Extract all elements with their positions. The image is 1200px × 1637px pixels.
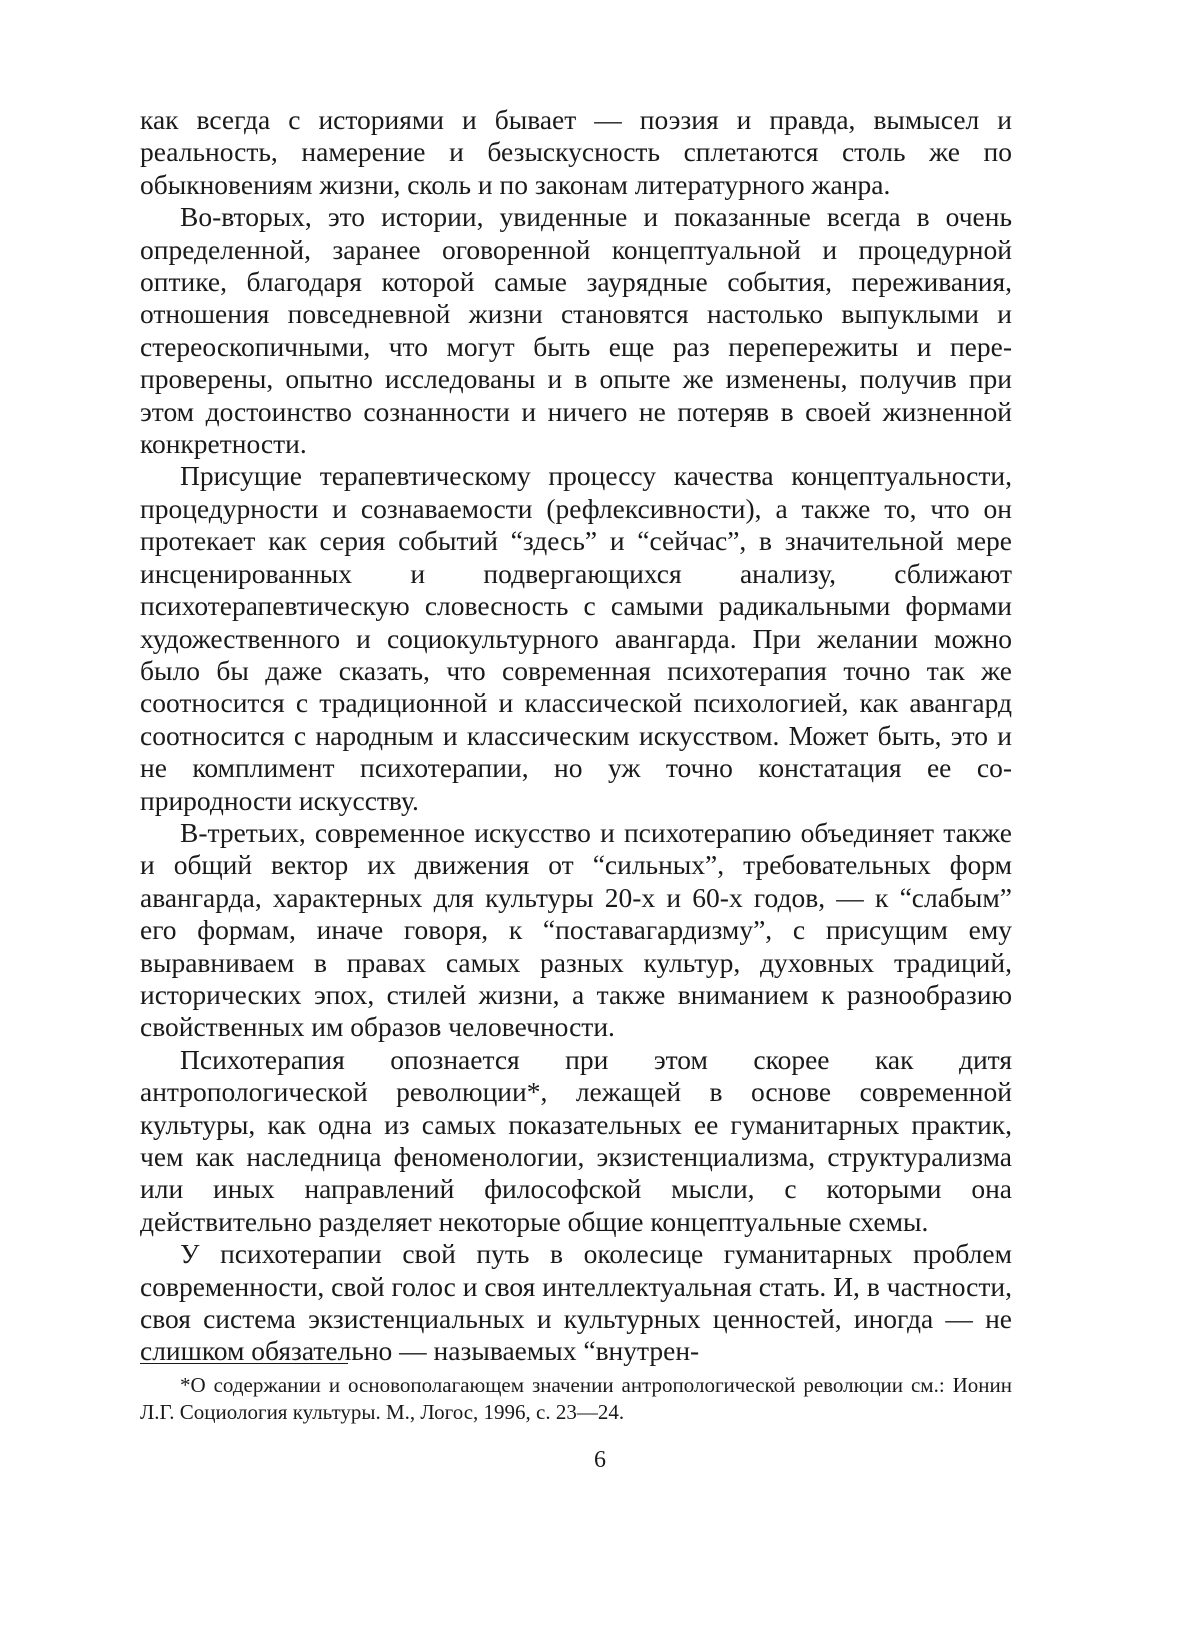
paragraph-continuation: как всегда с историями и бывает — поэзия и правда, вымысел и реальность, намерение и безыскусность сплетаются столь же по обыкновениям жизни, сколь и по законам литературного жанра. — [140, 104, 1012, 200]
footnote-divider — [140, 1363, 348, 1364]
footnote: *О содержании и основополагающем значении антропологической революции см.: Ионин Л.Г. Социология культуры. М., Логос, 1996, с. 23—24. — [140, 1373, 1012, 1424]
paragraph-thirdly: В-третьих, современное искусство и психотерапию объединяет также и общий вектор их движения от “сильных”, требовательных форм авангарда, характерных для культуры 20-х и 60-х годов, — к “слабым” его формам, иначе говоря, к “поставагардизму”, с присущим ему выравниваем в правах самых разных культур, духовных традиций, исторических эпох, стилей жизни, а также вниманием к разнообразию свойственных им образов человечности. — [140, 816, 1012, 1043]
paragraph-secondly: Во-вторых, это истории, увиденные и показанные всегда в очень определенной, заранее оговоренной концептуальной и процедурной оптике, благодаря которой самые заурядные события, переживания, отношения повседневной жизни становятся настолько выпуклыми и стереоскопичными, что могут быть еще раз перепережиты и пере-проверены, опытно исследованы и в опыте же изменены, получив при этом достоинство сознанности и ничего не потеряв в своей жизненной конкретности. — [140, 201, 1012, 460]
page-number: 6 — [594, 1447, 606, 1473]
paragraph-therapy-qualities: Присущие терапевтическому процессу качества концептуальности, процедурности и сознаваемости (рефлексивности), а также то, что он протекает как серия событий “здесь” и “сейчас”, в значительной мере инсценированных и подвергающихся анализу, сближают психотерапевтическую словесность с самыми радикальными формами художественного и социокультурного авангарда. При желании можно было бы даже сказать, что современная психотерапия точно так же соотносится с традиционной и классической психологией, как авангард соотносится с народным и классическим искусством. Может быть, это и не комплимент психотерапии, но уж точно констатация ее со-природности искусству. — [140, 460, 1012, 816]
paragraph-anthropological-revolution: Психотерапия опознается при этом скорее как дитя антропологической революции*, лежащей в основе современной культуры, как одна из самых показательных ее гуманитарных практик, чем как наследница феноменологии, экзистенциализма, структурализма или иных направлений философской мысли, с которыми она действительно разделяет некоторые общие концептуальные схемы. — [140, 1043, 1012, 1237]
main-text — [140, 104, 1012, 1368]
paragraph-own-path: У психотерапии свой путь в околесице гуманитарных проблем современности, свой голос и своя интеллектуальная стать. И, в частности, своя система экзистенциальных и культурных ценностей, иногда — не слишком обязательно — называемых “внутрен- — [140, 1238, 1012, 1367]
